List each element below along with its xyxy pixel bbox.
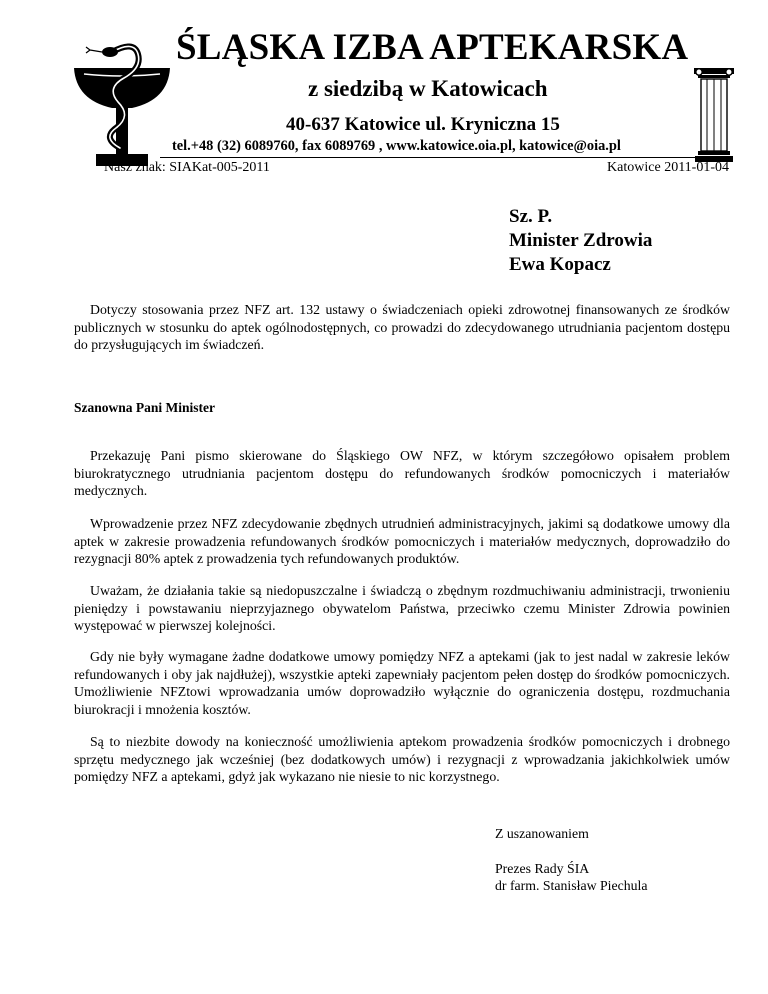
body-paragraph: Wprowadzenie przez NFZ zdecydowanie zbędnych utrudnień administracyjnych, jakimi są dodatkowe umowy dla aptek w zakresie prowadzenia refundowanych środków pomocniczych i materiałów medycznych, doprowadziło do rezygnacji 80% aptek z prowadzenia tych refundowanych produktów. <box>74 516 730 567</box>
body-paragraph: Przekazuję Pani pismo skierowane do Śląskiego OW NFZ, w którym szczegółowo opisałem problem biurokratycznego utrudniania pacjentom dostępu do refundowanych środków pomocniczych i materiałów medycznych. <box>74 448 730 499</box>
salutation: Szanowna Pani Minister <box>74 400 216 415</box>
body-paragraph: Gdy nie były wymagane żadne dodatkowe umowy pomiędzy NFZ a aptekami (jak to jest nadal w zakresie leków refundowanych i oby jak najdłużej), wszystkie apteki zapewniały pacjentom pełen dostęp do środków pomocniczych. Umożliwienie NFZtowi wprowadzania umów doprowadziło wyłącznie do ograniczenia dostępu, rozdmuchania biurokracji i mnożenia kosztów. <box>74 649 730 717</box>
organization-name: ŚLĄSKA IZBA APTEKARSKA <box>176 27 689 68</box>
subject-paragraph: Dotyczy stosowania przez NFZ art. 132 ustawy o świadczeniach opieki zdrowotnej finansowanych ze środków publicznych w stosunku do aptek ogólnodostępnych, co prowadzi do zdecydowanego utrudniania pacjentom dostępu do przysługujących im świadczeń. <box>74 302 730 353</box>
body-paragraph: Są to niezbite dowody na konieczność umożliwienia aptekom prowadzenia środków pomocniczych i drobnego sprzętu medycznego jak wcześniej (bez dodatkowych umów) i rezygnacji z wprowadzania jakichkolwiek umów pomiędzy NFZ a aptekami, gdyż jak wykazano nie niesie to nic korzystnego. <box>74 734 730 785</box>
signatory-title: Prezes Rady ŚIA <box>495 861 590 876</box>
recipient-name: Ewa Kopacz <box>509 254 611 275</box>
recipient-honorific: Sz. P. <box>509 206 553 227</box>
recipient-title: Minister Zdrowia <box>509 230 653 251</box>
reference-number: Nasz znak: SIAKat-005-2011 <box>104 160 270 175</box>
closing-greeting: Z uszanowaniem <box>495 826 589 841</box>
ionic-column-icon <box>693 68 735 162</box>
letterhead-divider <box>160 157 732 158</box>
organization-address: 40-637 Katowice ul. Kryniczna 15 <box>286 114 560 135</box>
bowl-of-hygieia-icon <box>72 38 172 170</box>
signatory-name: dr farm. Stanisław Piechula <box>495 878 648 893</box>
organization-seat: z siedzibą w Katowicach <box>308 76 548 101</box>
organization-contact: tel.+48 (32) 6089760, fax 6089769 , www.katowice.oia.pl, katowice@oia.pl <box>172 138 621 154</box>
body-paragraph: Uważam, że działania takie są niedopuszczalne i świadczą o zbędnym rozdmuchiwaniu administracji, trwonieniu pieniędzy i powstawaniu nieprzyjaznego obywatelom Państwa, przeciwko czemu Minister Zdrowia powinien występować w pierwszej kolejności. <box>74 583 730 634</box>
letter-date: Katowice 2011-01-04 <box>607 160 729 175</box>
recipient-block <box>509 205 652 277</box>
